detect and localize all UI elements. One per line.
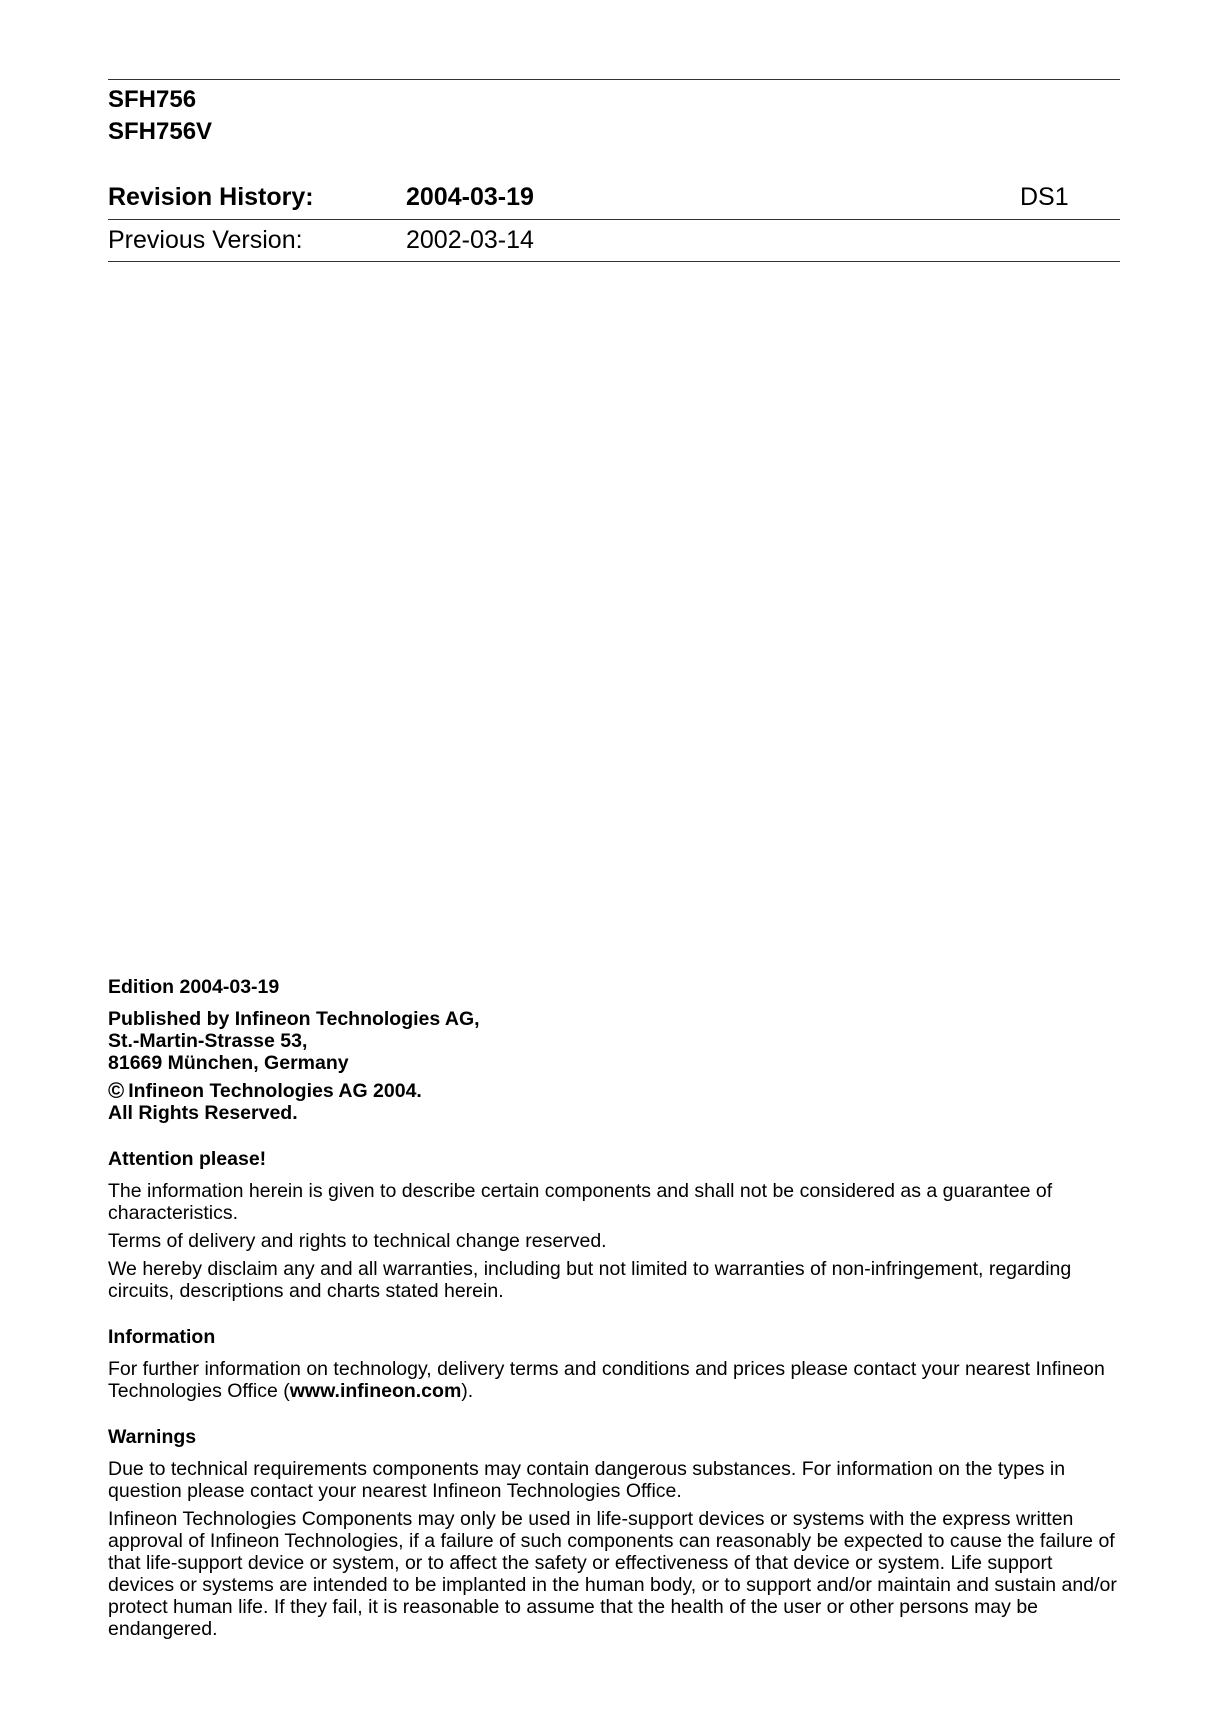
previous-version-date: 2002-03-14: [406, 226, 534, 254]
attention-heading: Attention please!: [108, 1148, 267, 1170]
attention-paragraph-3: We hereby disclaim any and all warranties, including but not limited to warranties of non-infringement, regarding circuits, descriptions and charts stated herein.: [108, 1258, 1072, 1302]
attention-paragraph-1: The information herein is given to describe certain components and shall not be considered as a guarantee of characteristics.: [108, 1180, 1053, 1224]
product-name-1: SFH756: [108, 86, 197, 113]
warnings-heading: Warnings: [108, 1426, 197, 1448]
publisher-line-1: Published by Infineon Technologies AG,: [108, 1008, 480, 1030]
imprint-section: [108, 976, 1120, 1640]
information-heading: Information: [108, 1326, 216, 1348]
revision-history-row: [108, 177, 1120, 217]
warnings-paragraph-2: Infineon Technologies Components may only be used in life-support devices or systems with the express written approval of Infineon Technologies, if a failure of such components can reasonably be expected to cause the failure of that life-support device or system, or to affect the safety or effectiveness of that device or system. Life support devices or systems are intended to be implanted in the human body, or to support and/or maintain and sustain and/or protect human life. If they fail, it is reasonable to assume that the health of the user or other persons may be endangered.: [108, 1508, 1117, 1640]
revision-history-label: Revision History:: [108, 183, 314, 211]
previous-version-row: [108, 220, 1120, 260]
product-name-2: SFH756V: [108, 118, 213, 145]
rights-line: All Rights Reserved.: [108, 1102, 298, 1124]
top-rule: [108, 79, 1120, 80]
revision-date: 2004-03-19: [406, 183, 534, 211]
publisher-line-3: 81669 München, Germany: [108, 1052, 349, 1074]
attention-paragraph-2: Terms of delivery and rights to technical change reserved.: [108, 1230, 607, 1252]
previous-version-rule: [108, 261, 1120, 262]
edition-line: Edition 2004-03-19: [108, 976, 280, 998]
infineon-website-link[interactable]: www.infineon.com: [289, 1380, 462, 1402]
copyright-icon: ©: [108, 1078, 125, 1103]
information-text-end: ).: [461, 1380, 474, 1402]
revision-code: DS1: [1020, 183, 1069, 211]
previous-version-label: Previous Version:: [108, 226, 303, 254]
copyright-text: Infineon Technologies AG 2004.: [128, 1080, 422, 1102]
warnings-paragraph-1: Due to technical requirements components may contain dangerous substances. For information on the types in question please contact your nearest Infineon Technologies Office.: [108, 1458, 1066, 1502]
information-paragraph: [108, 1358, 1120, 1402]
publisher-line-2: St.-Martin-Strasse 53,: [108, 1030, 308, 1052]
information-text: For further information on technology, delivery terms and conditions and prices please contact your nearest Infineon Technologies Office (: [108, 1358, 1105, 1402]
copyright-line: [108, 1080, 1120, 1102]
